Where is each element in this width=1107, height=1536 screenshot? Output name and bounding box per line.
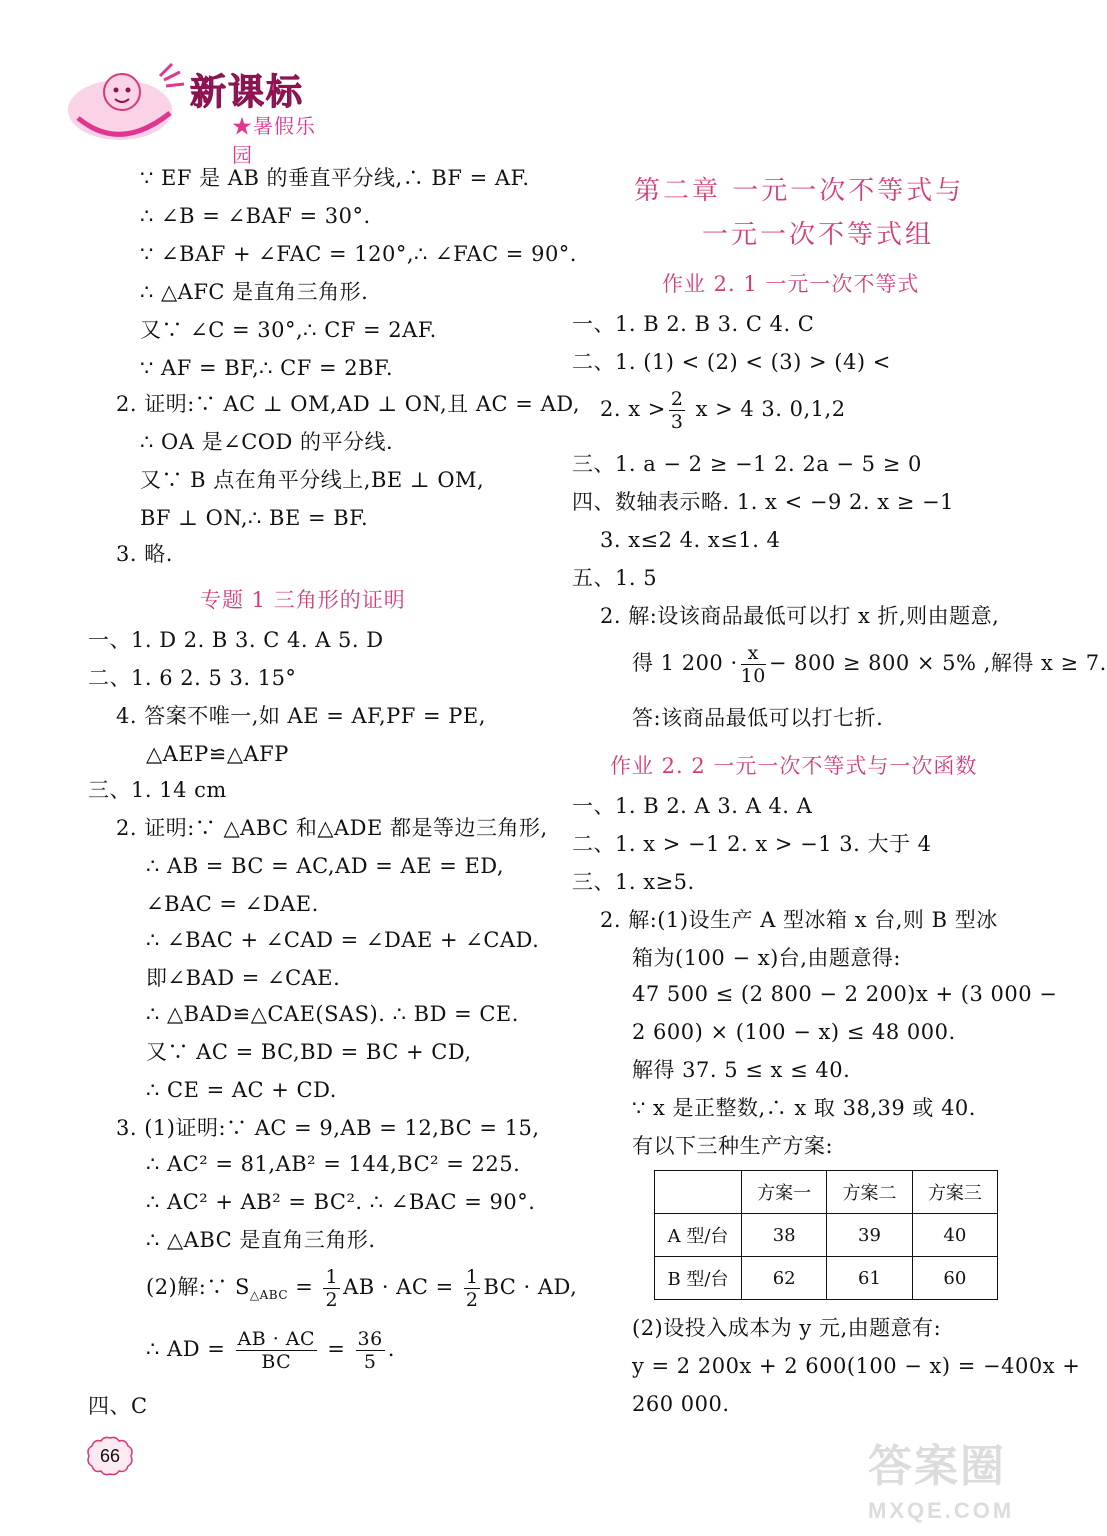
area-formula-mid: AB · AC = [343,1275,461,1299]
right-line-3 [600,386,846,433]
table-header-row [655,1171,998,1214]
topic-line-11: ∴ △BAD≌△CAE(SAS). ∴ BD = CE. [146,1002,519,1026]
fraction-numerator: x [741,642,766,665]
ad-formula-eq: = [320,1337,353,1361]
topic-line-8: ∠BAC = ∠DAE. [146,892,319,916]
table-cell: 61 [827,1257,912,1300]
topic-line-5: 三、1. 14 cm [88,778,227,802]
right-line-5: 四、数轴表示略. 1. x < −9 2. x ≥ −1 [572,490,954,514]
left-line-11: 3. 略. [116,542,173,566]
logo-title: 新课标 [190,71,305,113]
right-line-8: 2. 解:设该商品最低可以打 x 折,则由题意, [600,604,1000,628]
r9-prefix: 得 1 200 · [632,651,738,675]
area-formula-end: BC · AD, [483,1275,578,1299]
topic-line-9: ∴ ∠BAC + ∠CAD = ∠DAE + ∠CAD. [146,928,540,952]
production-plan-table [654,1170,998,1300]
homework-2-1-title: 作业 2. 1 一元一次不等式 [662,272,920,296]
left-line-7: 2. 证明:∵ AC ⊥ OM,AD ⊥ ON,且 AC = AD, [116,392,580,416]
area-formula-sub: △ABC [249,1288,289,1303]
table-header-cell [655,1171,742,1214]
fraction-ab-ac-bc [236,1328,318,1373]
right2-line-8: 解得 37. 5 ≤ x ≤ 40. [632,1058,851,1082]
right2-line-9: ∵ x 是正整数,∴ x 取 38,39 或 40. [632,1096,976,1120]
chapter-title-line-1: 第二章 一元一次不等式与 [634,176,965,206]
fraction-2-3 [669,388,686,433]
watermark [868,1430,1028,1530]
topic-line-20: 四、C [88,1394,148,1418]
left-line-3: ∵ ∠BAF + ∠FAC = 120°,∴ ∠FAC = 90°. [140,242,577,266]
topic-line-1: 一、1. D 2. B 3. C 4. A 5. D [88,628,384,652]
right-line-10: 答:该商品最低可以打七折. [632,706,884,730]
table-row [655,1257,998,1300]
page-number-badge [86,1436,134,1476]
topic-line-17: ∴ △ABC 是直角三角形. [146,1228,376,1252]
right2-line-13: 260 000. [632,1392,730,1416]
right2-line-6: 47 500 ≤ (2 800 − 2 200)x + (3 000 − [632,982,1058,1006]
logo-subtitle-text: 暑假乐园 [232,114,316,167]
right-line-4: 三、1. a − 2 ≥ −1 2. 2a − 5 ≥ 0 [572,452,922,476]
right-line-6: 3. x≤2 4. x≤1. 4 [600,528,781,552]
topic-line-7: ∴ AB = BC = AC,AD = AE = ED, [146,854,505,878]
watermark-bottom: MXQE.COM [868,1498,1015,1523]
fraction-denominator: 2 [325,1289,339,1311]
chapter-title-line-2: 一元一次不等式组 [702,220,935,250]
left-line-5: 又∵ ∠C = 30°,∴ CF = 2AF. [140,318,437,342]
fraction-denominator: 2 [465,1289,479,1311]
table-cell: 39 [827,1214,912,1257]
topic-line-16: ∴ AC² + AB² = BC². ∴ ∠BAC = 90°. [146,1190,536,1214]
fraction-36-5 [356,1328,385,1373]
fraction-denominator: 10 [740,665,766,687]
topic-line-18 [146,1264,577,1318]
table-cell: A 型/台 [655,1214,742,1257]
table-cell: B 型/台 [655,1257,742,1300]
table-cell: 60 [912,1257,997,1300]
left-line-4: ∴ △AFC 是直角三角形. [140,280,369,304]
table-header-cell: 方案一 [742,1171,827,1214]
ad-formula-end: . [387,1337,395,1361]
right2-line-1: 一、1. B 2. A 3. A 4. A [572,794,813,818]
left-line-2: ∴ ∠B = ∠BAF = 30°. [140,204,371,228]
right-line-7: 五、1. 5 [572,566,658,590]
area-formula-eq: = [288,1275,321,1299]
logo-subtitle: ★暑假乐园 [232,114,316,167]
homework-2-2-title: 作业 2. 2 一元一次不等式与一次函数 [610,754,978,778]
fraction-half-1 [323,1266,340,1311]
page-number: 66 [99,1446,121,1466]
r3-suffix: x > 4 3. 0,1,2 [688,397,846,421]
fraction-half-2 [464,1266,481,1311]
logo-mascot-icon [60,58,200,148]
table-header-cell: 方案三 [912,1171,997,1214]
table-cell: 40 [912,1214,997,1257]
right2-line-4: 2. 解:(1)设生产 A 型冰箱 x 台,则 B 型冰 [600,908,998,932]
left-line-1: ∵ EF 是 AB 的垂直平分线,∴ BF = AF. [140,166,530,190]
topic-line-6: 2. 证明:∵ △ABC 和△ADE 都是等边三角形, [116,816,548,840]
table-cell: 62 [742,1257,827,1300]
table-header-cell: 方案二 [827,1171,912,1214]
table-row [655,1214,998,1257]
ad-formula-prefix: ∴ AD = [146,1337,233,1361]
fraction-numerator: 36 [357,1328,383,1350]
right2-line-7: 2 600) × (100 − x) ≤ 48 000. [632,1020,956,1044]
topic-line-15: ∴ AC² = 81,AB² = 144,BC² = 225. [146,1152,521,1176]
fraction-numerator: 1 [325,1266,339,1288]
fraction-numerator: 2 [670,388,684,410]
right2-line-2: 二、1. x > −1 2. x > −1 3. 大于 4 [572,832,932,856]
right-line-2: 二、1. (1) < (2) < (3) > (4) < [572,350,891,374]
topic-title: 专题 1 三角形的证明 [200,588,406,612]
fraction-denominator: 5 [363,1351,377,1373]
r3-prefix: 2. x > [600,397,666,421]
logo [60,58,320,167]
right2-line-11: (2)设投入成本为 y 元,由题意有: [632,1316,942,1340]
left-line-10: BF ⊥ ON,∴ BE = BF. [140,506,369,530]
right-line-1: 一、1. B 2. B 3. C 4. C [572,312,815,336]
topic-line-2: 二、1. 6 2. 5 3. 15° [88,666,297,690]
right2-line-5: 箱为(100 − x)台,由题意得: [632,946,902,970]
fraction-numerator: 1 [465,1266,479,1288]
left-line-6: ∵ AF = BF,∴ CF = 2BF. [140,356,394,380]
fraction-denominator: BC [261,1351,292,1373]
right2-line-3: 三、1. x≥5. [572,870,695,894]
topic-line-14: 3. (1)证明:∵ AC = 9,AB = 12,BC = 15, [116,1116,540,1140]
topic-line-13: ∴ CE = AC + CD. [146,1078,337,1102]
r9-suffix: − 800 ≥ 800 × 5% ,解得 x ≥ 7. [768,651,1107,675]
right2-line-12: y = 2 200x + 2 600(100 − x) = −400x + [632,1354,1081,1378]
fraction-x-10 [741,642,766,687]
fraction-numerator: AB · AC [237,1328,316,1350]
topic-line-12: 又∵ AC = BC,BD = BC + CD, [146,1040,472,1064]
topic-line-4: △AEP≌△AFP [146,742,289,766]
left-line-8: ∴ OA 是∠COD 的平分线. [140,430,394,454]
topic-line-10: 即∠BAD = ∠CAE. [146,966,341,990]
right2-line-10: 有以下三种生产方案: [632,1134,834,1158]
right-line-9 [632,640,1107,687]
topic-line-3: 4. 答案不唯一,如 AE = AF,PF = PE, [116,704,486,728]
area-formula-prefix: (2)解:∵ S [146,1275,250,1299]
fraction-denominator: 3 [670,411,684,433]
topic-line-19 [146,1326,395,1373]
table-cell: 38 [742,1214,827,1257]
left-line-9: 又∵ B 点在角平分线上,BE ⊥ OM, [140,468,485,492]
watermark-top: 答案圈 [868,1442,1006,1491]
